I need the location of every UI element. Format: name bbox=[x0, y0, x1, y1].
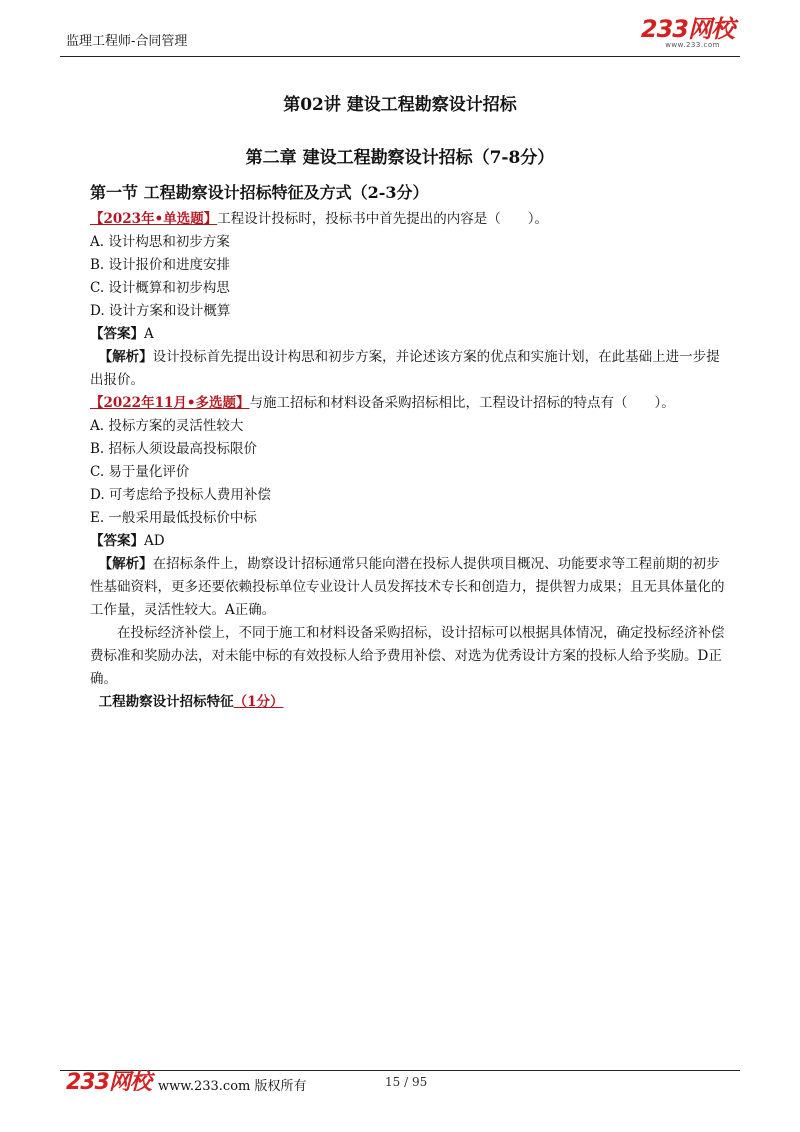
question-2 bbox=[90, 392, 730, 415]
question-tag: 【2023年•单选题】 bbox=[90, 211, 218, 227]
option: B. 设计报价和进度安排 bbox=[90, 257, 231, 273]
question-tag: 【2022年11月•多选题】 bbox=[90, 395, 250, 411]
option: D. 可考虑给予投标人费用补偿 bbox=[90, 487, 271, 503]
option: A. 设计构思和初步方案 bbox=[90, 234, 230, 250]
answer-label: 【答案】 bbox=[90, 326, 144, 342]
footer-logo[interactable]: 233网校 bbox=[66, 1070, 151, 1095]
question-stem: 工程设计投标时，投标书中首先提出的内容是（ ）。 bbox=[217, 211, 548, 227]
analysis-text: 在招标条件上，勘察设计招标通常只能向潜在投标人提供项目概况、功能要求等工程前期的初步性基础资料，更多还要依赖投标单位专业设计人员发挥技术专长和创造力，提供智力成果；且无具体量化的工作量，灵活性较大。A正确。 bbox=[90, 556, 725, 618]
analysis-continued: 在投标经济补偿上，不同于施工和材料设备采购招标，设计招标可以根据具体情况，确定投标经济补偿费标准和奖励办法，对未能中标的有效投标人给予费用补偿、对选为优秀设计方案的投标人给予奖励。D正确。 bbox=[90, 625, 725, 687]
option: C. 易于量化评价 bbox=[90, 464, 190, 480]
footer-rule bbox=[60, 1070, 740, 1071]
header-title: 监理工程师-合同管理 bbox=[66, 34, 188, 49]
answer bbox=[90, 323, 730, 346]
brand-logo[interactable]: 233网校 bbox=[640, 15, 734, 43]
answer-value: AD bbox=[144, 533, 165, 549]
chapter-title: 第二章 建设工程勘察设计招标（7-8分） bbox=[245, 148, 555, 168]
brand-logo-url: www.233.com bbox=[665, 41, 720, 49]
document-body bbox=[90, 208, 730, 714]
footer-copyright: www.233.com 版权所有 bbox=[158, 1079, 307, 1094]
option: D. 设计方案和设计概算 bbox=[90, 303, 231, 319]
feature-heading bbox=[90, 691, 730, 714]
option: E. 一般采用最低投标价中标 bbox=[90, 510, 257, 526]
feature-score: （1分） bbox=[233, 694, 284, 710]
analysis-label: 【解析】 bbox=[98, 349, 153, 365]
analysis bbox=[90, 553, 730, 622]
option: A. 投标方案的灵活性较大 bbox=[90, 418, 244, 434]
section-title: 第一节 工程勘察设计招标特征及方式（2-3分） bbox=[90, 183, 429, 202]
analysis-label: 【解析】 bbox=[98, 556, 153, 572]
option: C. 设计概算和初步构思 bbox=[90, 280, 230, 296]
analysis-text: 设计投标首先提出设计构思和初步方案，并论述该方案的优点和实施计划，在此基础上进一步提出报价。 bbox=[90, 349, 720, 388]
answer bbox=[90, 530, 730, 553]
answer-value: A bbox=[144, 326, 154, 342]
question-1 bbox=[90, 208, 730, 231]
lecture-title: 第02讲 建设工程勘察设计招标 bbox=[283, 95, 517, 115]
header-rule bbox=[60, 56, 740, 57]
question-stem: 与施工招标和材料设备采购招标相比，工程设计招标的特点有（ ）。 bbox=[249, 395, 675, 411]
analysis bbox=[90, 346, 730, 392]
answer-label: 【答案】 bbox=[90, 533, 144, 549]
option: B. 招标人须设最高投标限价 bbox=[90, 441, 258, 457]
feature-label: 工程勘察设计招标特征 bbox=[98, 694, 234, 710]
page-number: 15 / 95 bbox=[385, 1075, 428, 1089]
